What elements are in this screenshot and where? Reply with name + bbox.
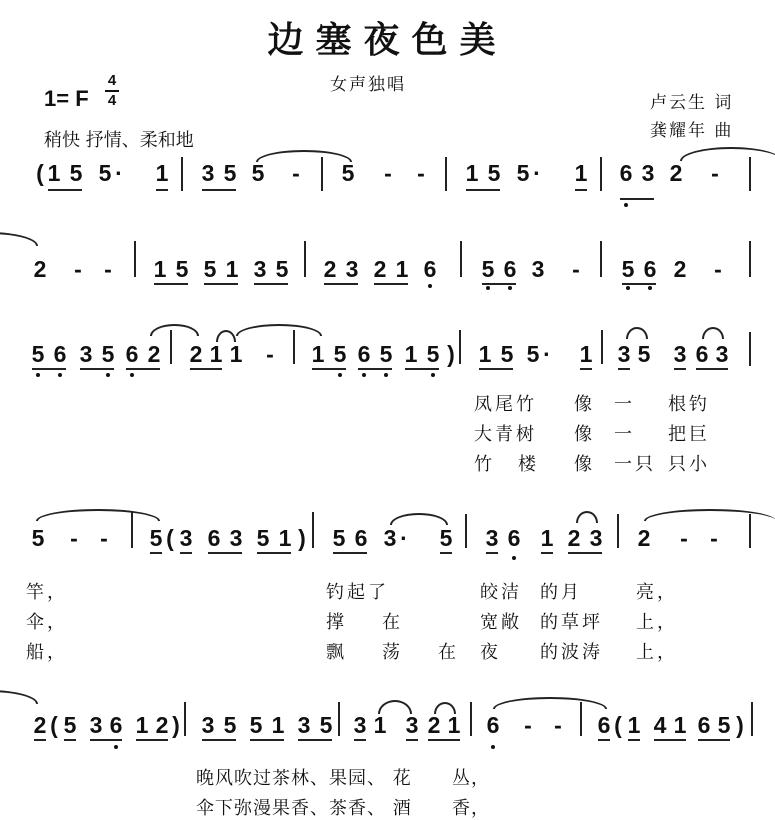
- underline: [440, 552, 452, 554]
- note: 5: [251, 160, 265, 186]
- underline: [180, 552, 192, 554]
- barline: [580, 702, 582, 736]
- lyric: 上，: [636, 612, 678, 633]
- dash: -: [70, 525, 78, 551]
- dash: -: [104, 256, 112, 282]
- note: 5: [63, 712, 77, 738]
- note: 5: [637, 341, 651, 367]
- barline: [304, 241, 306, 277]
- underline: [208, 552, 242, 554]
- tie: [0, 690, 38, 704]
- note: 5: [31, 525, 45, 551]
- underline: [696, 368, 728, 370]
- low-octave-dot: [431, 373, 435, 377]
- note: 6: [423, 256, 437, 282]
- note: 6: [643, 256, 657, 282]
- barline: [170, 330, 172, 364]
- lyric: 像: [574, 454, 595, 475]
- low-octave-dot: [512, 556, 516, 560]
- note: 2: [637, 525, 651, 551]
- note: 3: [345, 256, 359, 282]
- underline: [48, 189, 82, 191]
- note: 2: [669, 160, 683, 186]
- underline: [250, 739, 284, 741]
- underline: [622, 283, 656, 285]
- song-title: 边塞夜色美: [267, 19, 508, 61]
- paren-close: ): [172, 712, 180, 738]
- underline: [126, 368, 160, 370]
- note: 3: [715, 341, 729, 367]
- dash: -: [710, 525, 718, 551]
- note: 2: [33, 256, 47, 282]
- barline: [749, 241, 751, 277]
- lyric: 根钓: [668, 394, 710, 415]
- note: 2: [155, 712, 169, 738]
- note: 5: [621, 256, 635, 282]
- underline: [34, 739, 46, 741]
- note: 3: [179, 525, 193, 551]
- underline: [598, 739, 610, 741]
- note: 2: [427, 712, 441, 738]
- barline: [749, 514, 751, 548]
- tie: [493, 697, 607, 709]
- low-octave-dot: [624, 203, 628, 207]
- tie: [0, 232, 38, 246]
- low-octave-dot: [106, 373, 110, 377]
- barline: [131, 512, 133, 548]
- note: 6: [486, 712, 500, 738]
- underline: [64, 739, 76, 741]
- note: 5: [319, 712, 333, 738]
- underline: [154, 283, 188, 285]
- note: 5: [439, 525, 453, 551]
- lyric: 的月: [540, 582, 582, 603]
- note: 5: [175, 256, 189, 282]
- barline: [293, 330, 295, 364]
- dot-rhythm: ·: [115, 160, 123, 186]
- note: 3: [673, 341, 687, 367]
- underline: [405, 368, 439, 370]
- paren-close: ): [447, 341, 455, 367]
- lyric: 只小: [668, 454, 710, 475]
- note: 1: [271, 712, 285, 738]
- lyric: 宽敞: [480, 612, 522, 633]
- note: 6: [597, 712, 611, 738]
- tie: [150, 324, 199, 336]
- note: 1: [673, 712, 687, 738]
- underline: [150, 552, 162, 554]
- lyric: 的草坪: [540, 612, 603, 633]
- underline: [428, 739, 460, 741]
- note: 5: [332, 525, 346, 551]
- underline: [618, 368, 630, 370]
- underline: [374, 283, 408, 285]
- note: 6: [507, 525, 521, 551]
- underline: [541, 552, 553, 554]
- note: 1: [579, 341, 593, 367]
- underline: [479, 368, 513, 370]
- note: 5: [98, 160, 112, 186]
- paren-open: (: [166, 525, 174, 551]
- time-signature-top: 4: [107, 72, 117, 89]
- note: 1: [47, 160, 61, 186]
- low-octave-dot: [486, 286, 490, 290]
- note: 3: [253, 256, 267, 282]
- note: 3: [641, 160, 655, 186]
- note: 5: [481, 256, 495, 282]
- note: 1: [478, 341, 492, 367]
- dash: -: [711, 160, 719, 186]
- underline: [136, 739, 168, 741]
- barline: [601, 330, 603, 364]
- note: 6: [207, 525, 221, 551]
- underline: [257, 552, 291, 554]
- note: 1: [627, 712, 641, 738]
- barline: [617, 514, 619, 548]
- key-signature: 1= F: [44, 86, 89, 111]
- barline: [181, 157, 183, 191]
- dash: -: [292, 160, 300, 186]
- underline: [298, 739, 332, 741]
- underline: [333, 552, 367, 554]
- dash: -: [266, 341, 274, 367]
- tie: [644, 509, 775, 521]
- underline: [90, 739, 122, 741]
- note: 5: [333, 341, 347, 367]
- note: 1: [209, 341, 223, 367]
- time-signature-bottom: 4: [107, 92, 117, 109]
- note: 1: [155, 160, 169, 186]
- note: 1: [278, 525, 292, 551]
- tie: [36, 509, 160, 521]
- dot-rhythm: ·: [543, 341, 551, 367]
- low-octave-dot: [508, 286, 512, 290]
- dash: -: [100, 525, 108, 551]
- underline: [486, 552, 498, 554]
- note: 5: [69, 160, 83, 186]
- lyric: 在: [382, 612, 403, 633]
- low-octave-dot: [384, 373, 388, 377]
- lyric-line: 晚风吹过茶林、果园、 花 丛，: [196, 768, 491, 789]
- note: 2: [373, 256, 387, 282]
- lyric: 把巨: [668, 424, 710, 445]
- barline: [460, 241, 462, 277]
- underline: [654, 739, 686, 741]
- note: 6: [357, 341, 371, 367]
- underline: [202, 189, 236, 191]
- note: 1: [311, 341, 325, 367]
- barline: [134, 241, 136, 277]
- dash: -: [554, 712, 562, 738]
- low-octave-dot: [36, 373, 40, 377]
- note: 2: [147, 341, 161, 367]
- note: 3: [201, 712, 215, 738]
- dot-rhythm: ·: [400, 525, 408, 551]
- low-octave-dot: [114, 745, 118, 749]
- barline: [600, 157, 602, 191]
- low-octave-dot: [130, 373, 134, 377]
- note: 3: [383, 525, 397, 551]
- lyric: 大青树: [474, 424, 537, 445]
- underline: [202, 739, 236, 741]
- barline: [465, 514, 467, 548]
- low-octave-dot: [58, 373, 62, 377]
- composer-credit: 龚耀年 曲: [650, 121, 734, 141]
- slur: [576, 511, 598, 523]
- note: 1: [135, 712, 149, 738]
- dash: -: [572, 256, 580, 282]
- note: 5: [526, 341, 540, 367]
- note: 5: [223, 160, 237, 186]
- note: 3: [485, 525, 499, 551]
- low-octave-dot: [648, 286, 652, 290]
- note: 1: [225, 256, 239, 282]
- note: 2: [567, 525, 581, 551]
- underline: [204, 283, 238, 285]
- underline: [466, 189, 500, 191]
- lyric: 船，: [26, 642, 68, 663]
- underline: [406, 739, 418, 741]
- paren-open: (: [36, 160, 44, 186]
- paren-close: ): [298, 525, 306, 551]
- note: 5: [203, 256, 217, 282]
- note: 6: [503, 256, 517, 282]
- note: 6: [109, 712, 123, 738]
- lyric: 皎洁: [480, 582, 522, 603]
- underline: [698, 739, 730, 741]
- note: 1: [540, 525, 554, 551]
- tie: [256, 150, 352, 162]
- lyric: 飘: [326, 642, 347, 663]
- note: 2: [189, 341, 203, 367]
- note: 1: [465, 160, 479, 186]
- lyric-line: 伞下弥漫果香、茶香、 酒 香，: [196, 798, 491, 819]
- note: 2: [33, 712, 47, 738]
- underline: [575, 189, 587, 191]
- note: 6: [619, 160, 633, 186]
- note: 4: [653, 712, 667, 738]
- underline: [354, 739, 366, 741]
- barline: [459, 330, 461, 364]
- barline: [445, 157, 447, 191]
- underline: [628, 739, 640, 741]
- lyric: 钓起了: [326, 582, 389, 603]
- note: 1: [153, 256, 167, 282]
- note: 6: [354, 525, 368, 551]
- underline: [620, 198, 654, 200]
- barline: [749, 157, 751, 191]
- note: 3: [353, 712, 367, 738]
- note: 3: [405, 712, 419, 738]
- note: 1: [404, 341, 418, 367]
- lyric: 像: [574, 394, 595, 415]
- note: 6: [697, 712, 711, 738]
- slur: [702, 327, 724, 339]
- note: 6: [53, 341, 67, 367]
- lyric: 夜: [480, 642, 501, 663]
- note: 3: [79, 341, 93, 367]
- underline: [312, 368, 346, 370]
- underline: [568, 552, 602, 554]
- note: 5: [31, 341, 45, 367]
- underline: [32, 368, 66, 370]
- slur: [434, 702, 456, 714]
- lyric: 的波涛: [540, 642, 603, 663]
- note: 2: [323, 256, 337, 282]
- lyric: 楼: [518, 454, 539, 475]
- note: 3: [201, 160, 215, 186]
- performance-type: 女声独唱: [330, 75, 406, 95]
- note: 5: [101, 341, 115, 367]
- barline: [751, 702, 753, 736]
- note: 3: [89, 712, 103, 738]
- note: 3: [617, 341, 631, 367]
- paren-open: (: [614, 712, 622, 738]
- underline: [254, 283, 288, 285]
- note: 5: [426, 341, 440, 367]
- note: 1: [574, 160, 588, 186]
- barline: [749, 332, 751, 366]
- paren-open: (: [50, 712, 58, 738]
- underline: [580, 368, 592, 370]
- note: 6: [125, 341, 139, 367]
- note: 1: [229, 341, 243, 367]
- low-octave-dot: [362, 373, 366, 377]
- underline: [358, 368, 392, 370]
- lyric: 荡: [382, 642, 403, 663]
- dash: -: [384, 160, 392, 186]
- low-octave-dot: [428, 284, 432, 288]
- note: 3: [531, 256, 545, 282]
- note: 5: [341, 160, 355, 186]
- note: 5: [149, 525, 163, 551]
- underline: [674, 368, 686, 370]
- underline: [324, 283, 358, 285]
- lyric: 亮，: [636, 582, 678, 603]
- underline: [156, 189, 168, 191]
- low-octave-dot: [338, 373, 342, 377]
- barline: [184, 702, 186, 736]
- slur: [626, 327, 648, 339]
- dash: -: [417, 160, 425, 186]
- note: 5: [249, 712, 263, 738]
- note: 5: [717, 712, 731, 738]
- lyric: 撑: [326, 612, 347, 633]
- barline: [338, 702, 340, 736]
- note: 5: [500, 341, 514, 367]
- low-octave-dot: [626, 286, 630, 290]
- lyric: 一: [614, 424, 635, 445]
- lyric: 竿，: [26, 582, 68, 603]
- dot-rhythm: ·: [533, 160, 541, 186]
- underline: [190, 368, 222, 370]
- lyric: 上，: [636, 642, 678, 663]
- dash: -: [714, 256, 722, 282]
- underline: [80, 368, 114, 370]
- note: 6: [695, 341, 709, 367]
- barline: [312, 512, 314, 548]
- note: 1: [447, 712, 461, 738]
- dash: -: [74, 256, 82, 282]
- note: 5: [256, 525, 270, 551]
- note: 5: [379, 341, 393, 367]
- note: 3: [589, 525, 603, 551]
- note: 5: [223, 712, 237, 738]
- note: 3: [229, 525, 243, 551]
- barline: [600, 241, 602, 277]
- tie: [236, 324, 322, 336]
- paren-close: ): [736, 712, 744, 738]
- note: 5: [516, 160, 530, 186]
- note: 5: [275, 256, 289, 282]
- barline: [470, 702, 472, 736]
- note: 1: [395, 256, 409, 282]
- lyric: 竹: [474, 454, 495, 475]
- barline: [321, 157, 323, 191]
- lyric: 一只: [614, 454, 656, 475]
- dash: -: [524, 712, 532, 738]
- lyric: 一: [614, 394, 635, 415]
- underline: [482, 283, 516, 285]
- dash: -: [680, 525, 688, 551]
- low-octave-dot: [491, 745, 495, 749]
- slur: [390, 513, 448, 525]
- lyricist-credit: 卢云生 词: [650, 93, 734, 113]
- note: 3: [297, 712, 311, 738]
- lyric: 凤尾竹: [474, 394, 537, 415]
- lyric: 像: [574, 424, 595, 445]
- time-signature: [105, 74, 119, 108]
- tempo-marking: 稍快 抒情、柔和地: [44, 130, 194, 151]
- note: 5: [487, 160, 501, 186]
- tie: [680, 147, 775, 161]
- lyric: 伞，: [26, 612, 68, 633]
- lyric: 在: [438, 642, 459, 663]
- note: 2: [673, 256, 687, 282]
- note: 1: [373, 712, 387, 738]
